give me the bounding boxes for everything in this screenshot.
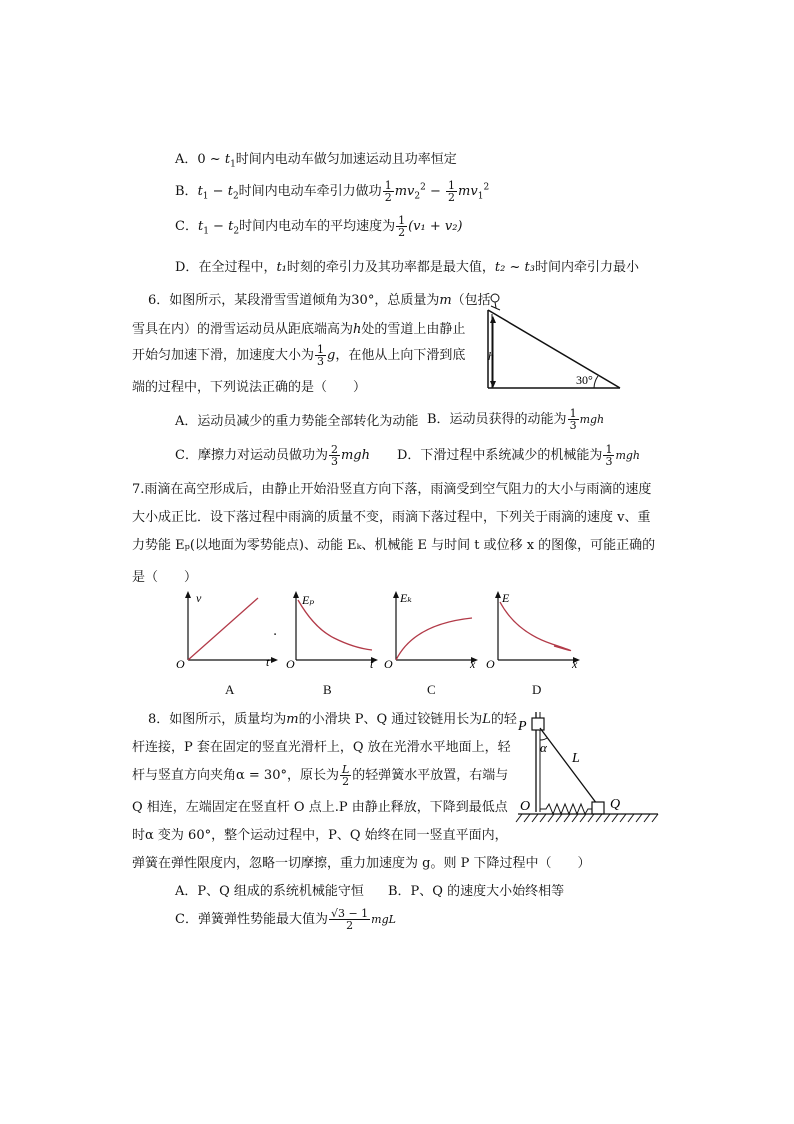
graph-d-curve: [500, 602, 571, 651]
spring: [540, 804, 592, 814]
q8-line-3: 杆与竖直方向夹角α = 30°，原长为 $\frac{L}{2}$ 的轻弹簧水平放置，右端与: [132, 763, 509, 788]
graph-a: [172, 588, 282, 670]
q5-option-d: D．在全过程中，t₁时刻的牵引力及其功率都是最大值，t₂ ~ t₃时间内牵引力最小: [175, 260, 639, 275]
svg-text:Eₚ: Eₚ: [302, 593, 315, 607]
svg-text:O: O: [286, 657, 295, 670]
slope-diagram: [478, 290, 624, 392]
q7-line-2: 大小成正比．设下落过程中雨滴的质量不变，雨滴下落过程中，下列关于雨滴的速度 v、重: [132, 510, 651, 525]
svg-text:P: P: [518, 719, 527, 734]
graph-c-caption: C: [427, 682, 436, 697]
svg-text:Eₖ: Eₖ: [400, 591, 412, 605]
fraction-half: $\frac{1}{2}$: [398, 214, 406, 239]
q6-option-b: B．运动员获得的动能为 $\frac{1}{3}$ mgh: [427, 407, 605, 432]
svg-text:x: x: [470, 657, 476, 670]
q8-line-6: 弹簧在弹性限度内，忽略一切摩擦，重力加速度为 g。则 P 下降过程中（ ）: [132, 856, 591, 871]
svg-text:t: t: [370, 657, 374, 670]
fraction-two-thirds: $\frac{2}{3}$: [330, 443, 338, 468]
graph-separator-dot: .: [273, 624, 278, 639]
svg-text:O: O: [384, 657, 393, 670]
q5-option-a: A．0 ~ $t_1$时间内电动车做匀加速运动且功率恒定: [175, 152, 457, 170]
fraction-half: $\frac{1}{2}$: [448, 179, 456, 204]
svg-text:L: L: [572, 751, 580, 766]
graph-c: [384, 588, 484, 670]
svg-text:α: α: [540, 740, 547, 755]
svg-text:E: E: [502, 591, 510, 605]
light-rod: [540, 728, 600, 808]
fraction-root3: $\frac{√3 - 1}{2}$: [330, 907, 369, 932]
q8-option-c: C．弹簧弹性势能最大值为 $\frac{√3 - 1}{2}$ mgL: [175, 907, 396, 932]
q5-option-b: B．$t_1 - t_2$时间内电动车牵引力做功 $\frac{1}{2}$ $mv_2^2$ − $\frac{1}{2}$ $mv_1^2$: [175, 179, 490, 204]
q7-line-3: 力势能 Eₚ(以地面为零势能点)、动能 Eₖ、机械能 E 与时间 t 或位移 x 的图像，可能正确的: [132, 538, 656, 553]
graph-a-caption: A: [225, 682, 235, 697]
q6-line-2: 雪具在内）的滑雪运动员从距底端高为h处的雪道上由静止: [132, 322, 466, 337]
q6-option-d: D．下滑过程中系统减少的机械能为 $\frac{1}{3}$ mgh: [397, 443, 640, 468]
graph-b: [284, 588, 384, 670]
q8-line-2: 杆连接，P 套在固定的竖直光滑杆上，Q 放在光滑水平地面上，轻: [132, 740, 511, 755]
block-q: [592, 802, 604, 814]
q7-line-1: 7.雨滴在高空形成后，由静止开始沿竖直方向下落，雨滴受到空气阻力的大小与雨滴的速度: [132, 482, 652, 497]
fraction-l-half: $\frac{L}{2}$: [341, 763, 350, 788]
height-label: h: [488, 349, 494, 363]
graph-a-curve: [188, 598, 258, 660]
q6-option-a: A．运动员减少的重力势能全部转化为动能: [175, 414, 419, 429]
svg-text:v: v: [196, 591, 202, 605]
q8-option-a: A．P、Q 组成的系统机械能守恒: [175, 884, 364, 899]
slider-linkage-diagram: [512, 708, 662, 832]
svg-text:O: O: [520, 799, 531, 814]
svg-text:x: x: [572, 657, 578, 670]
q8-line-4: Q 相连，左端固定在竖直杆 O 点上.P 由静止释放，下降到最低点: [132, 800, 508, 815]
fraction-third: $\frac{1}{3}$: [569, 407, 577, 432]
graph-c-curve: [396, 618, 472, 660]
fraction-third: $\frac{1}{3}$: [317, 343, 325, 368]
fraction-half: $\frac{1}{2}$: [384, 179, 392, 204]
q8-line-5: 时α 变为 60°，整个运动过程中，P、Q 始终在同一竖直平面内，: [132, 828, 508, 843]
block-p: [532, 718, 544, 730]
skier-icon: [491, 294, 500, 310]
svg-text:O: O: [486, 657, 495, 670]
q6-line-4: 端的过程中，下列说法正确的是（ ）: [132, 380, 367, 395]
q7-line-4: 是（ ）: [132, 570, 198, 585]
fraction-third: $\frac{1}{3}$: [605, 443, 613, 468]
angle-label: 30°: [576, 373, 593, 387]
q6-option-c: C．摩擦力对运动员做功为 $\frac{2}{3}$ mgh: [175, 443, 370, 468]
q8-line-1: 8．如图所示，质量均为m的小滑块 P、Q 通过铰链用长为L的轻: [148, 712, 517, 727]
graph-d: [486, 588, 586, 670]
svg-text:O: O: [176, 657, 185, 670]
svg-text:Q: Q: [610, 797, 621, 812]
q6-line-1: 6．如图所示，某段滑雪雪道倾角为30°，总质量为m（包括: [148, 293, 491, 308]
graph-b-caption: B: [323, 682, 332, 697]
q5-option-c: C．$t_1 - t_2$时间内电动车的平均速度为 $\frac{1}{2}$ (v₁ + v₂): [175, 214, 463, 239]
graph-b-curve: [298, 600, 372, 650]
q6-line-3: 开始匀加速下滑，加速度大小为 $\frac{1}{3}$ g，在他从上向下滑到底: [132, 343, 466, 368]
svg-text:t: t: [266, 655, 270, 669]
graph-d-caption: D: [532, 682, 542, 697]
q8-option-b: B．P、Q 的速度大小始终相等: [388, 884, 565, 899]
